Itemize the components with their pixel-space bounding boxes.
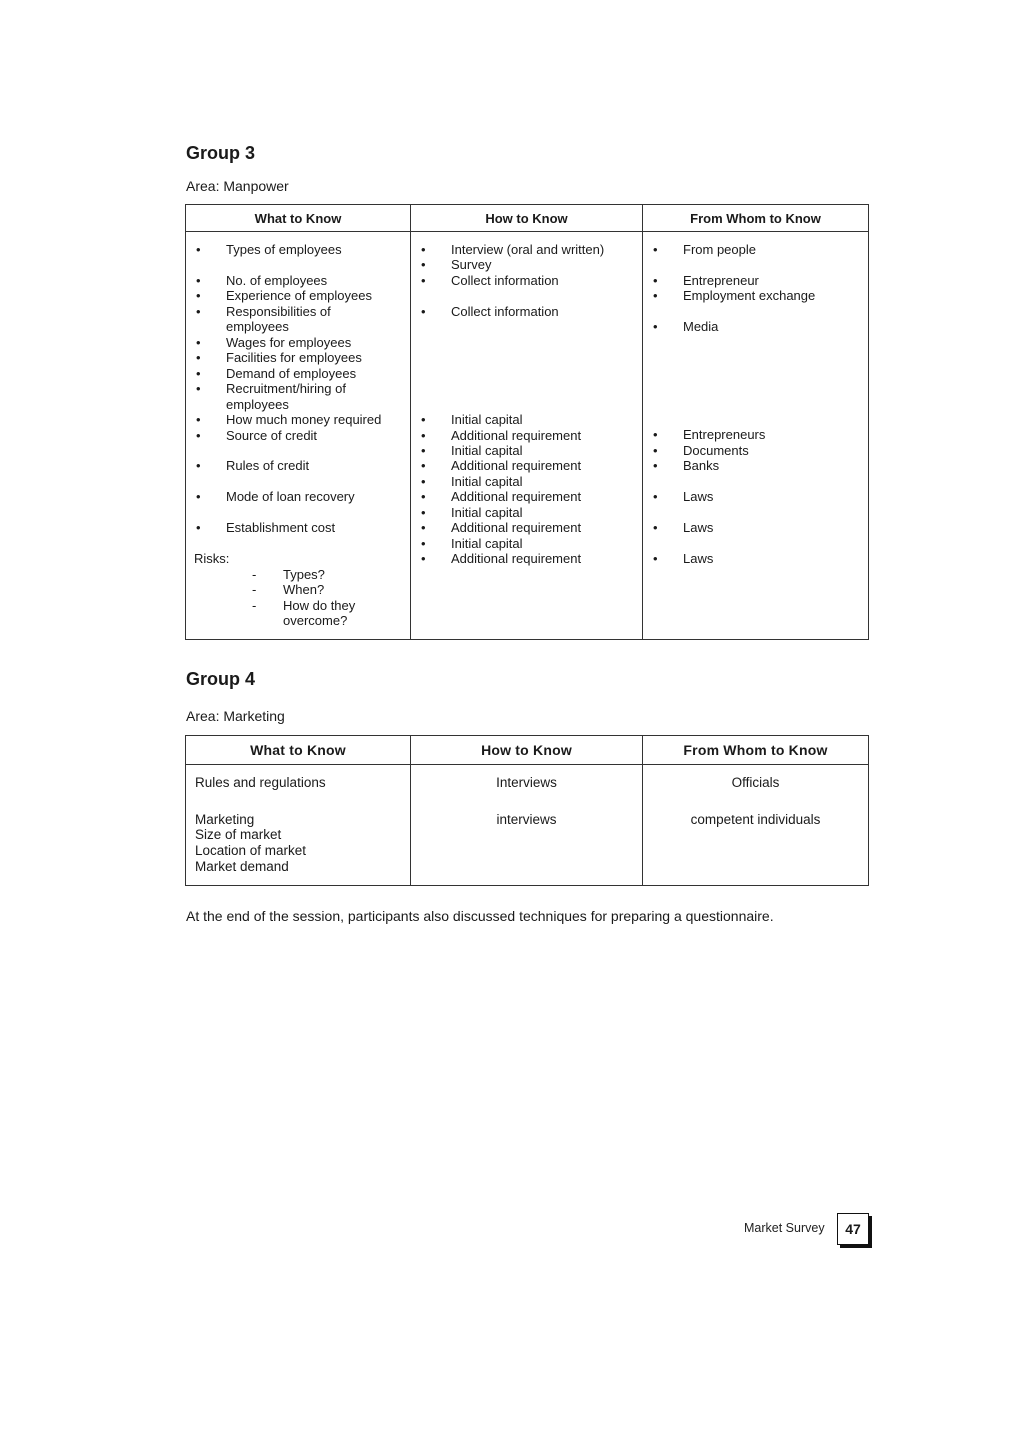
bullet-icon: • xyxy=(421,520,426,535)
list-item: Experience of employees xyxy=(226,288,372,303)
column-header: What to Know xyxy=(186,205,411,232)
list-item: Laws xyxy=(683,551,714,566)
bullet-icon: • xyxy=(421,412,426,427)
what-to-know-cell xyxy=(186,765,411,886)
bullet-icon: • xyxy=(421,474,426,489)
list-item-continuation: employees xyxy=(226,319,289,334)
list-item: Responsibilities of xyxy=(226,304,331,319)
bullet-icon: • xyxy=(653,273,658,288)
list-item: Employment exchange xyxy=(683,288,816,303)
list-item: Banks xyxy=(683,458,720,473)
list-item: Mode of loan recovery xyxy=(226,489,355,504)
cell-line: Rules and regulations xyxy=(195,775,326,790)
bullet-icon: • xyxy=(421,458,426,473)
how-to-know-cell xyxy=(411,232,643,640)
bullet-icon: • xyxy=(196,458,201,473)
list-item: Additional requirement xyxy=(451,551,582,566)
list-item: Establishment cost xyxy=(226,520,336,535)
how-to-know-cell xyxy=(411,765,643,886)
risk-item-continuation: overcome? xyxy=(283,613,348,628)
list-item: Laws xyxy=(683,489,714,504)
group4-table xyxy=(185,735,869,886)
list-item: Initial capital xyxy=(451,536,523,551)
list-item: Collect information xyxy=(451,304,559,319)
from-whom-cell xyxy=(643,232,869,640)
list-item: Additional requirement xyxy=(451,489,582,504)
bullet-icon: • xyxy=(196,428,201,443)
list-item: Interview (oral and written) xyxy=(451,242,605,257)
list-item: Types of employees xyxy=(226,242,342,257)
from-whom-cell xyxy=(643,765,869,886)
column-header: How to Know xyxy=(411,736,643,765)
footer-label: Market Survey xyxy=(744,1221,825,1235)
column-header: What to Know xyxy=(186,736,411,765)
column-header: From Whom to Know xyxy=(643,736,869,765)
list-item: Additional requirement xyxy=(451,458,582,473)
cell-line: Market demand xyxy=(195,859,289,874)
bullet-icon: • xyxy=(196,273,201,288)
list-item: Documents xyxy=(683,443,749,458)
column-header: How to Know xyxy=(411,205,643,232)
bullet-icon: • xyxy=(653,458,658,473)
list-item: Wages for employees xyxy=(226,335,352,350)
bullet-icon: • xyxy=(653,520,658,535)
risk-item: How do they xyxy=(283,598,356,613)
bullet-icon: • xyxy=(421,428,426,443)
cell-line: Size of market xyxy=(195,827,282,842)
list-item: Additional requirement xyxy=(451,520,582,535)
list-item: Source of credit xyxy=(226,428,318,443)
bullet-icon: • xyxy=(196,412,201,427)
cell-line: Interviews xyxy=(496,775,557,790)
list-item: Demand of employees xyxy=(226,366,357,381)
risk-item: When? xyxy=(283,582,325,597)
list-item-continuation: employees xyxy=(226,397,289,412)
bullet-icon: • xyxy=(653,288,658,303)
dash-icon: - xyxy=(252,598,257,613)
bullet-icon: • xyxy=(196,350,201,365)
bullet-icon: • xyxy=(653,427,658,442)
table-row xyxy=(186,765,869,886)
bullet-icon: • xyxy=(421,536,426,551)
table-row xyxy=(186,232,869,640)
group3-table xyxy=(185,204,869,640)
what-to-know-cell xyxy=(186,232,411,640)
list-item: Survey xyxy=(451,257,492,272)
list-item: Laws xyxy=(683,520,714,535)
table-header-row xyxy=(186,205,869,232)
list-item: Rules of credit xyxy=(226,458,310,473)
list-item: Entrepreneur xyxy=(683,273,759,288)
group4-area: Area: Marketing xyxy=(186,708,285,724)
bullet-icon: • xyxy=(421,304,426,319)
cell-line: Officials xyxy=(731,775,780,790)
dash-icon: - xyxy=(252,582,257,597)
list-item: Initial capital xyxy=(451,505,523,520)
page-number: 47 xyxy=(837,1213,869,1245)
group4-heading: Group 4 xyxy=(186,669,256,689)
list-item: Initial capital xyxy=(451,412,523,427)
list-item: From people xyxy=(683,242,756,257)
bullet-icon: • xyxy=(421,443,426,458)
cell-line: Location of market xyxy=(195,843,307,858)
bullet-icon: • xyxy=(421,273,426,288)
bullet-icon: • xyxy=(653,319,658,334)
list-item: Recruitment/hiring of xyxy=(226,381,346,396)
bullet-icon: • xyxy=(421,242,426,257)
list-item: No. of employees xyxy=(226,273,328,288)
cell-line: competent individuals xyxy=(690,812,821,827)
list-item: Initial capital xyxy=(451,474,523,489)
closing-paragraph: At the end of the session, participants also discussed techniques for preparing a questionnaire. xyxy=(186,908,774,924)
bullet-icon: • xyxy=(421,551,426,566)
dash-icon: - xyxy=(252,567,257,582)
column-header: From Whom to Know xyxy=(643,205,869,232)
bullet-icon: • xyxy=(653,242,658,257)
bullet-icon: • xyxy=(196,242,201,257)
bullet-icon: • xyxy=(653,443,658,458)
bullet-icon: • xyxy=(196,366,201,381)
group3-heading: Group 3 xyxy=(186,143,256,163)
bullet-icon: • xyxy=(196,335,201,350)
cell-line: interviews xyxy=(496,812,557,827)
bullet-icon: • xyxy=(421,489,426,504)
table-header-row xyxy=(186,736,869,765)
list-item: Collect information xyxy=(451,273,559,288)
risk-item: Types? xyxy=(283,567,325,582)
bullet-icon: • xyxy=(196,304,201,319)
bullet-icon: • xyxy=(196,381,201,396)
group3-area: Area: Manpower xyxy=(186,178,289,194)
list-item: Entrepreneurs xyxy=(683,427,766,442)
bullet-icon: • xyxy=(653,489,658,504)
list-item: How much money required xyxy=(226,412,382,427)
list-item: Initial capital xyxy=(451,443,523,458)
list-item: Facilities for employees xyxy=(226,350,362,365)
list-item: Additional requirement xyxy=(451,428,582,443)
bullet-icon: • xyxy=(196,520,201,535)
bullet-icon: • xyxy=(653,551,658,566)
list-item: Media xyxy=(683,319,719,334)
bullet-icon: • xyxy=(196,489,201,504)
bullet-icon: • xyxy=(196,288,201,303)
bullet-icon: • xyxy=(421,257,426,272)
bullet-icon: • xyxy=(421,505,426,520)
cell-line: Marketing xyxy=(195,812,255,827)
risks-label: Risks: xyxy=(194,551,230,566)
